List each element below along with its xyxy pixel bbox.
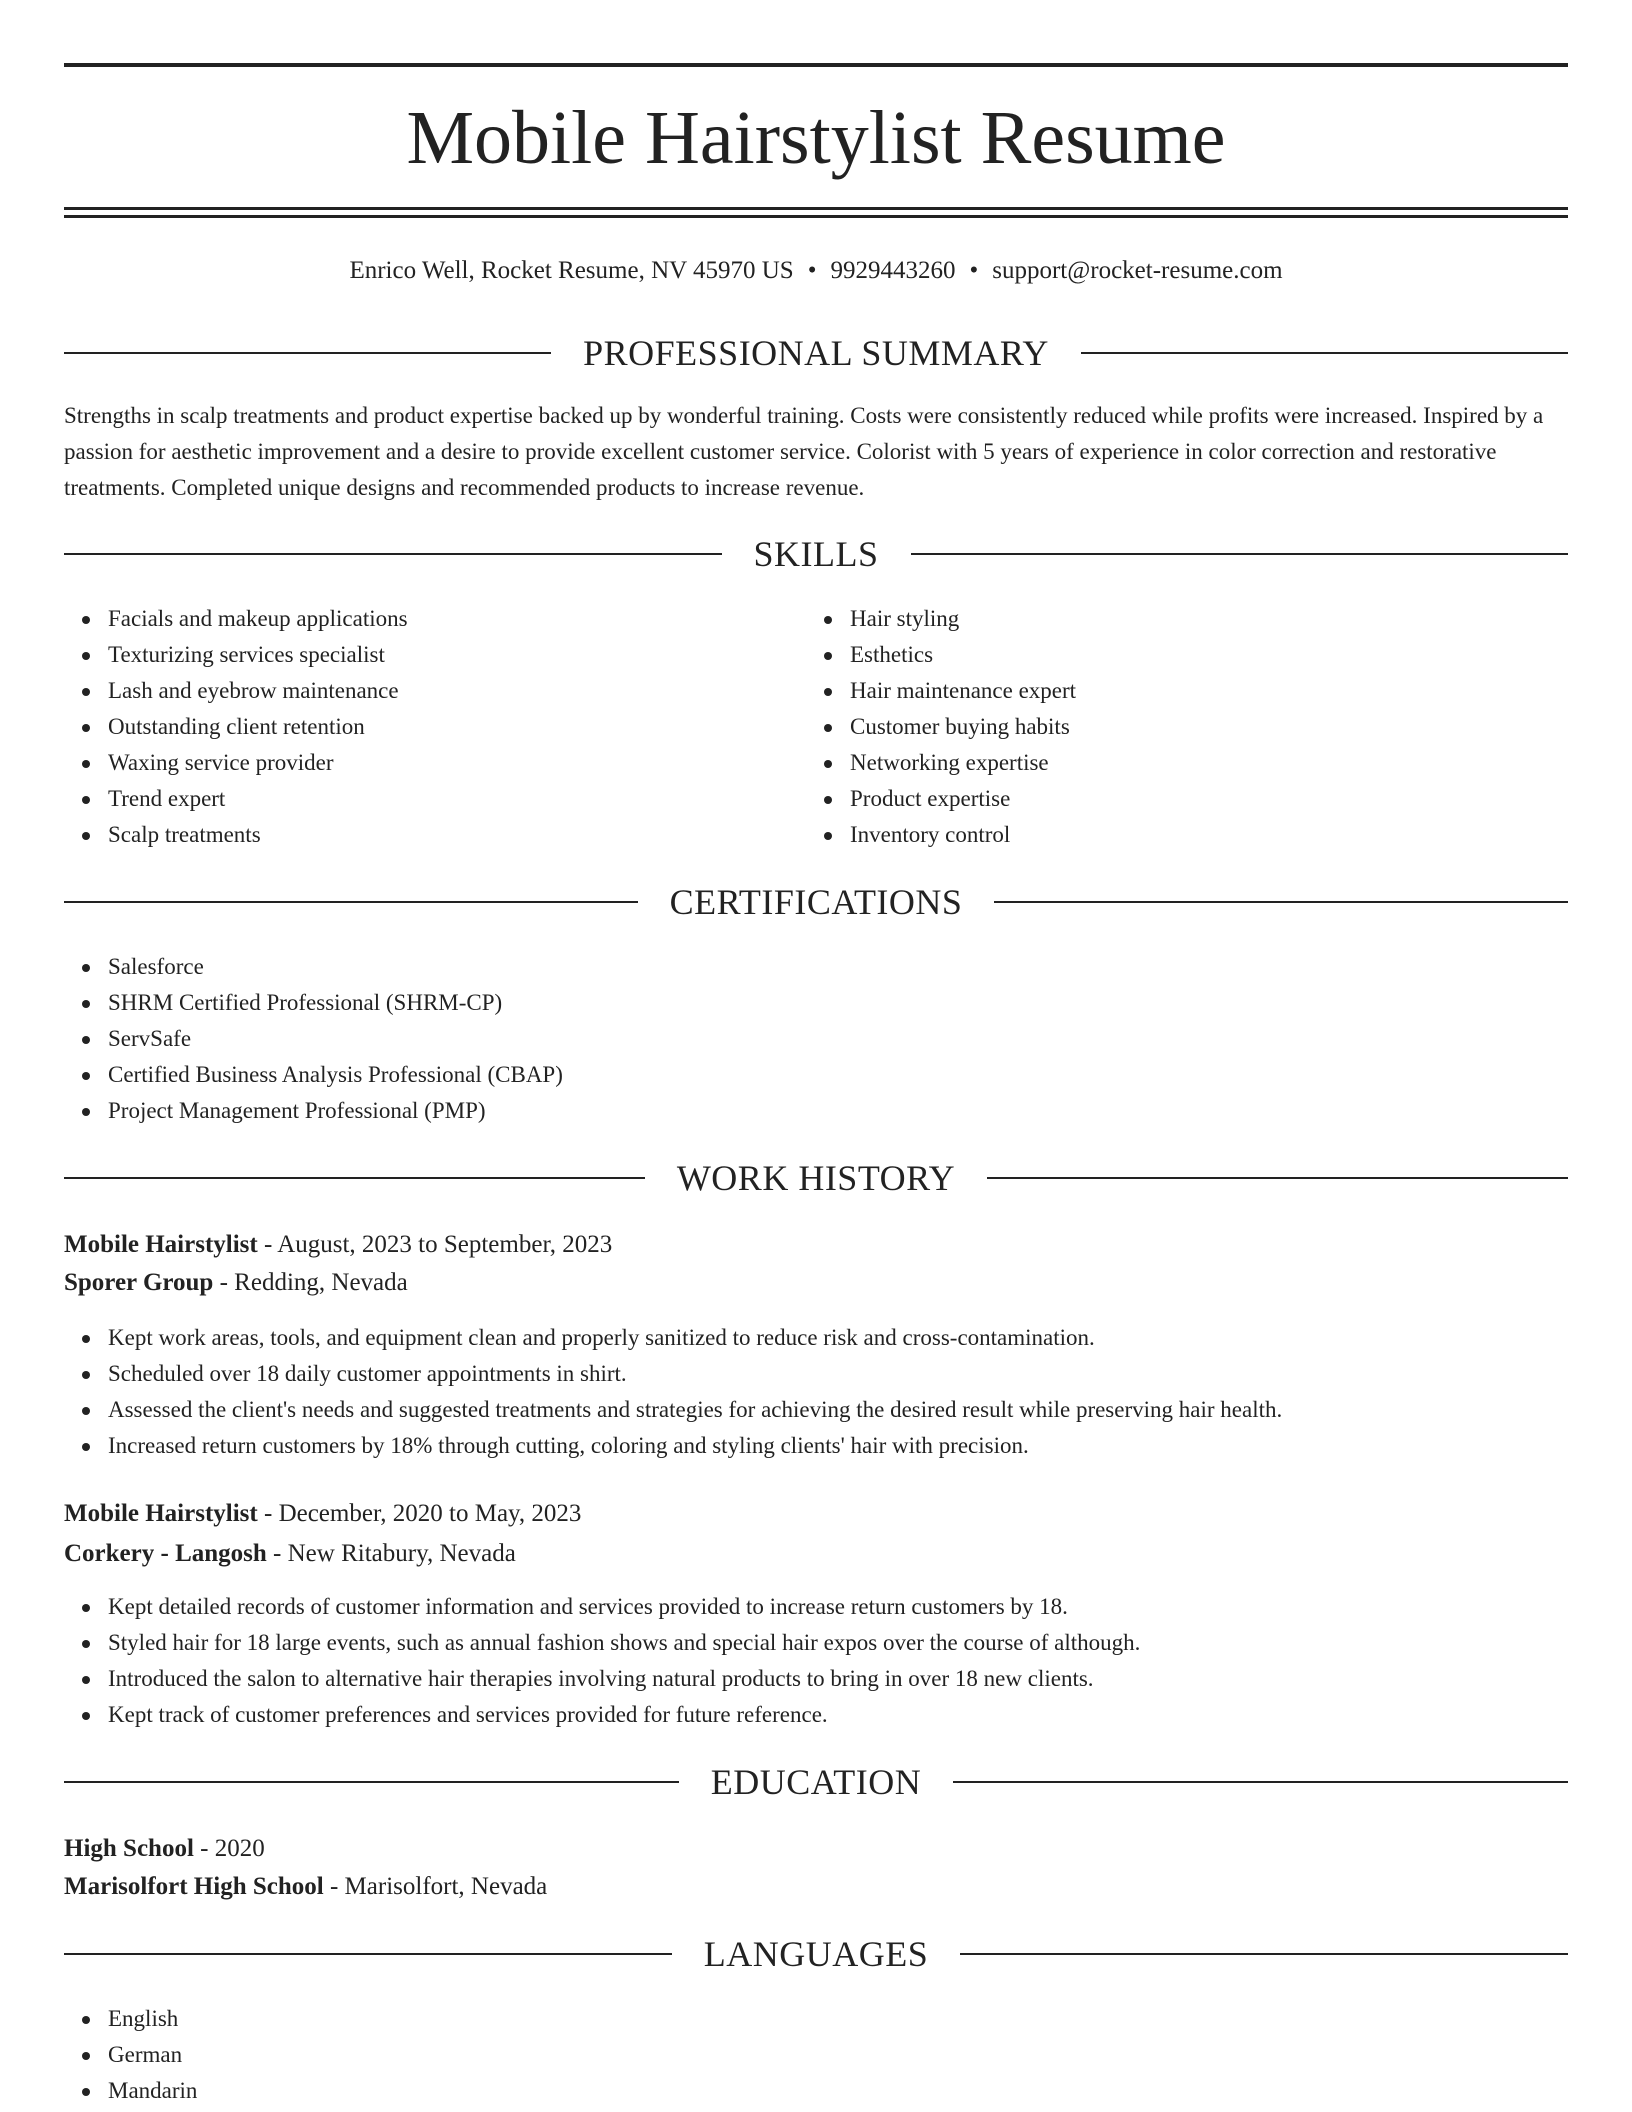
education-school: Marisolfort High School [64,1873,324,1900]
skill-item: Hair styling [806,601,1546,637]
skill-item: Inventory control [806,817,1546,853]
heading-rule-right [911,553,1569,555]
skill-item: Trend expert [64,781,804,817]
heading-rule-left [64,553,722,555]
job-bullet: Styled hair for 18 large events, such as annual fashion shows and special hair expos over the course of although. [64,1625,1568,1661]
job-bullet: Kept work areas, tools, and equipment clean and properly sanitized to reduce risk and cross-contamination. [64,1320,1568,1356]
job-bullets [64,1320,1568,1464]
heading-rule-right [953,1781,1568,1783]
certification-item: ServSafe [64,1021,1568,1057]
job-bullet: Increased return customers by 18% through cutting, coloring and styling clients' hair with precision. [64,1428,1568,1464]
job-location: Redding, Nevada [234,1269,408,1296]
certification-item: SHRM Certified Professional (SHRM-CP) [64,985,1568,1021]
language-item: German [64,2037,1568,2073]
heading-rule-right [994,901,1568,903]
job-company: Corkery - Langosh [64,1540,267,1567]
skill-item: Product expertise [806,781,1546,817]
heading-rule-left [64,352,551,354]
skill-item: Lash and eyebrow maintenance [64,673,804,709]
certification-item: Salesforce [64,949,1568,985]
top-rule [64,63,1568,67]
job-bullet: Introduced the salon to alternative hair therapies involving natural products to bring in over 18 new clients. [64,1661,1568,1697]
skill-item: Customer buying habits [806,709,1546,745]
skills-heading: SKILLS [753,534,879,574]
skill-item: Facials and makeup applications [64,601,804,637]
summary-text: Strengths in scalp treatments and product expertise backed up by wonderful training. Costs were consistently reduced while profits were increased. Inspired by a passion for aesthetic improvement and a desire to provide excellent customer service. Colorist with 5 years of experience in color correction and restorative treatments. Completed unique designs and recommended products to increase revenue. [64,403,1544,500]
job-dates: August, 2023 to September, 2023 [277,1231,613,1258]
skill-item: Esthetics [806,637,1546,673]
work-history-section-heading [64,1156,1568,1200]
contact-email: support@rocket-resume.com [992,257,1283,284]
title-double-rule-top [64,207,1568,210]
skills-list-right [806,601,1546,853]
heading-rule-left [64,1781,679,1783]
job-bullet: Kept track of customer preferences and services provided for future reference. [64,1697,1568,1733]
education-year: 2020 [214,1835,265,1862]
job-company: Sporer Group [64,1269,214,1296]
skills-list-left [64,601,804,853]
skill-item: Hair maintenance expert [806,673,1546,709]
job-bullet: Kept detailed records of customer information and services provided to increase return customers by 18. [64,1589,1568,1625]
page-title: Mobile Hairstylist Resume [406,96,1226,180]
job-location: New Ritabury, Nevada [287,1540,516,1567]
skill-item: Texturizing services specialist [64,637,804,673]
heading-rule-left [64,901,638,903]
education-heading: EDUCATION [710,1762,922,1802]
heading-rule-right [987,1177,1568,1179]
heading-rule-right [960,1953,1568,1955]
education-degree-line: High School - 2020 [64,1835,265,1862]
contact-separator: • [807,257,817,284]
heading-rule-left [64,1953,672,1955]
certifications-list [64,949,1568,1129]
skill-item: Networking expertise [806,745,1546,781]
contact-phone: 9929443260 [830,257,956,284]
summary-heading: PROFESSIONAL SUMMARY [583,333,1049,373]
heading-rule-right [1081,352,1568,354]
job-title-line: Mobile Hairstylist - December, 2020 to May, 2023 [64,1500,582,1527]
languages-section-heading [64,1932,1568,1976]
job-title-line: Mobile Hairstylist - August, 2023 to September, 2023 [64,1231,613,1258]
contact-separator: • [969,257,979,284]
education-school-line: Marisolfort High School - Marisolfort, Nevada [64,1873,548,1900]
title-double-rule-bottom [64,215,1568,218]
job-bullet: Scheduled over 18 daily customer appointments in shirt. [64,1356,1568,1392]
contact-line [64,253,1568,289]
job-dates: December, 2020 to May, 2023 [278,1500,582,1527]
languages-list [64,2001,1568,2109]
work-history-heading: WORK HISTORY [676,1158,956,1198]
skill-item: Scalp treatments [64,817,804,853]
summary-section-heading [64,331,1568,375]
education-degree: High School [64,1835,194,1862]
heading-rule-left [64,1177,645,1179]
skill-item: Waxing service provider [64,745,804,781]
job-bullet: Assessed the client's needs and suggested treatments and strategies for achieving the desired result while preserving hair health. [64,1392,1568,1428]
job-title: Mobile Hairstylist [64,1500,258,1527]
job-company-line: Sporer Group - Redding, Nevada [64,1269,408,1296]
skills-section-heading [64,532,1568,576]
contact-address: Enrico Well, Rocket Resume, NV 45970 US [349,257,794,284]
certifications-heading: CERTIFICATIONS [669,882,963,922]
education-location: Marisolfort, Nevada [344,1873,548,1900]
languages-heading: LANGUAGES [703,1934,929,1974]
education-section-heading [64,1760,1568,1804]
certifications-section-heading [64,880,1568,924]
skill-item: Outstanding client retention [64,709,804,745]
language-item: English [64,2001,1568,2037]
job-title: Mobile Hairstylist [64,1231,258,1258]
language-item: Mandarin [64,2073,1568,2109]
certification-item: Project Management Professional (PMP) [64,1093,1568,1129]
job-company-line: Corkery - Langosh - New Ritabury, Nevada [64,1540,516,1567]
certification-item: Certified Business Analysis Professional (CBAP) [64,1057,1568,1093]
job-bullets [64,1589,1568,1733]
